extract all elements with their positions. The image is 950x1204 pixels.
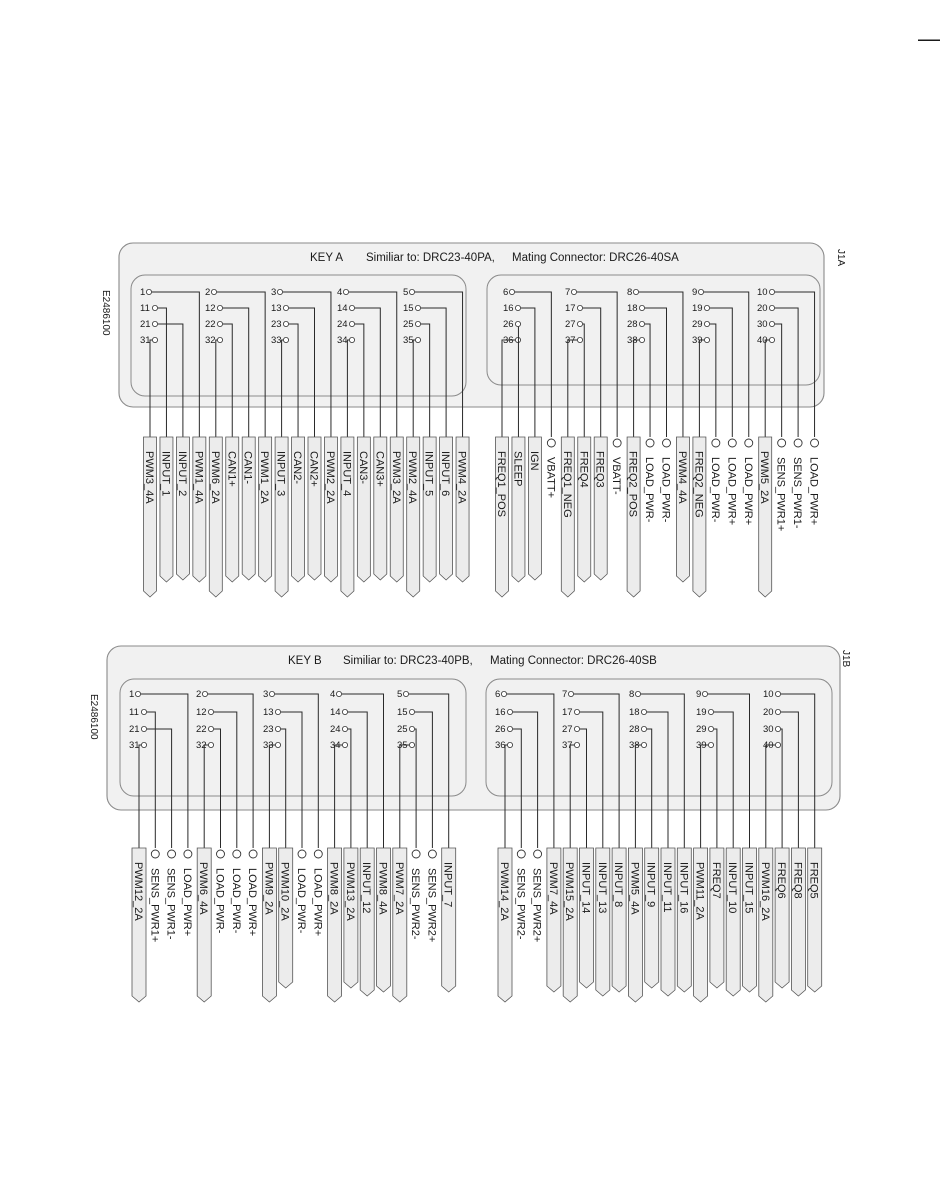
- pin-socket: [633, 289, 638, 294]
- pin-number: 31: [129, 740, 140, 752]
- pin-socket: [342, 726, 347, 731]
- pin-socket: [571, 289, 576, 294]
- pin-number: 21: [129, 724, 140, 736]
- pin-socket: [769, 321, 774, 326]
- pin-socket: [342, 709, 347, 714]
- pin-socket: [574, 709, 579, 714]
- pin-number: 19: [692, 303, 703, 315]
- signal-label: LOAD_PWR+: [725, 457, 738, 526]
- connector-j1b: [88, 646, 851, 1002]
- signal-label: PWM2_2A: [323, 451, 336, 504]
- pin-socket: [208, 726, 213, 731]
- signal-label: LOAD_PWR-: [295, 868, 307, 934]
- signal-label: PWM4_2A: [455, 451, 468, 504]
- pin-number: 3: [263, 689, 269, 701]
- pin-socket: [704, 321, 709, 326]
- pin-number: 4: [330, 689, 336, 701]
- pin-socket: [568, 691, 573, 696]
- signal-label: PWM1_2A: [258, 451, 271, 504]
- pin-socket: [769, 289, 774, 294]
- pin-socket: [343, 289, 348, 294]
- pin-number: 13: [263, 707, 274, 719]
- pin-number: 3: [271, 287, 277, 299]
- pin-socket: [283, 337, 288, 342]
- pin-number: 10: [757, 287, 768, 299]
- pin-socket: [152, 337, 157, 342]
- wire-terminal: [534, 850, 542, 858]
- signal-label: SENS_PWR1+: [148, 868, 161, 943]
- pin-number: 20: [763, 707, 774, 719]
- signal-label: PWM4_4A: [675, 451, 688, 504]
- pin-socket: [135, 691, 140, 696]
- wire-terminal: [728, 439, 736, 447]
- pin-socket: [208, 742, 213, 747]
- signal-label: CAN1-: [241, 451, 254, 485]
- wire-terminal: [811, 439, 819, 447]
- signal-label: SENS_PWR2-: [514, 868, 527, 940]
- pin-number: 36: [503, 335, 514, 347]
- pin-socket: [577, 321, 582, 326]
- pin-number: 9: [696, 689, 702, 701]
- signal-label: PWM13_2A: [343, 862, 356, 921]
- signal-label: PWM14_2A: [498, 862, 510, 921]
- pin-number: 39: [696, 740, 707, 752]
- pin-number: 34: [337, 335, 348, 347]
- pin-number: 28: [629, 724, 640, 736]
- part-number: E2486100: [100, 290, 111, 336]
- pin-number: 22: [205, 319, 216, 331]
- pin-number: 40: [763, 740, 774, 752]
- signal-label: LOAD_PWR-: [659, 457, 672, 523]
- signal-label: INPUT_6: [439, 451, 452, 497]
- pin-number: 8: [629, 689, 635, 701]
- mating-connector-label: Mating Connector: DRC26-40SB: [490, 655, 657, 667]
- signal-label: VBATT+: [544, 457, 557, 499]
- signal-label: LOAD_PWR-: [708, 457, 721, 523]
- wire-terminal: [547, 439, 555, 447]
- connector-key-label: KEY B: [288, 655, 322, 667]
- signal-label: FREQ8: [791, 862, 804, 899]
- wire-terminal: [794, 439, 802, 447]
- wire-terminal: [217, 850, 225, 858]
- signal-label: PWM7_4A: [546, 862, 559, 915]
- signal-label: FREQ2_POS: [626, 451, 639, 518]
- connectors: [88, 243, 851, 1002]
- wire-terminal: [778, 439, 786, 447]
- signal-label: SLEEP: [511, 451, 524, 487]
- pin-socket: [152, 321, 157, 326]
- pin-number: 26: [503, 319, 514, 331]
- pin-number: 9: [692, 287, 698, 299]
- signal-label: LOAD_PWR+: [807, 457, 820, 526]
- pin-number: 26: [495, 724, 506, 736]
- pin-number: 37: [565, 335, 576, 347]
- pin-number: 23: [271, 319, 282, 331]
- signal-label: SENS_PWR1-: [164, 868, 177, 940]
- similar-to-label: Similiar to: DRC23-40PA,: [366, 252, 495, 264]
- pin-socket: [409, 726, 414, 731]
- pin-number: 17: [565, 303, 576, 315]
- signal-label: SENS_PWR1-: [791, 457, 804, 529]
- pin-number: 33: [271, 335, 282, 347]
- wire-terminal: [314, 850, 322, 858]
- pin-number: 6: [503, 287, 509, 299]
- connector-key-label: KEY A: [310, 252, 344, 264]
- pin-number: 27: [562, 724, 573, 736]
- pin-socket: [277, 289, 282, 294]
- signal-label: FREQ3: [593, 451, 606, 488]
- signal-label: INPUT_4: [340, 451, 353, 497]
- pin-socket: [704, 337, 709, 342]
- pin-number: 2: [196, 689, 202, 701]
- pin-socket: [217, 321, 222, 326]
- pin-number: 29: [692, 319, 703, 331]
- signal-label: SENS_PWR1+: [774, 457, 787, 532]
- pin-number: 14: [330, 707, 341, 719]
- pin-socket: [275, 726, 280, 731]
- pin-number: 34: [330, 740, 341, 752]
- signal-label: INPUT_16: [677, 862, 690, 914]
- signal-label: PWM1_4A: [192, 451, 205, 504]
- pin-number: 2: [205, 287, 211, 299]
- connector-j1a: [100, 243, 846, 597]
- signal-label: PWM8_4A: [376, 862, 389, 915]
- signal-label: LOAD_PWR+: [246, 868, 259, 937]
- signal-label: IGN: [527, 451, 540, 471]
- pin-socket: [641, 709, 646, 714]
- pin-socket: [775, 709, 780, 714]
- pin-number: 20: [757, 303, 768, 315]
- wire-terminal: [745, 439, 753, 447]
- pin-socket: [409, 742, 414, 747]
- signal-label: PWM10_2A: [278, 862, 291, 921]
- pin-socket: [349, 321, 354, 326]
- signal-label: INPUT_1: [159, 451, 172, 497]
- signal-label: PWM3_2A: [389, 451, 402, 504]
- wire-terminal: [298, 850, 306, 858]
- pin-socket: [141, 742, 146, 747]
- signal-label: FREQ6: [775, 862, 788, 899]
- pin-number: 4: [337, 287, 343, 299]
- wire-terminal: [517, 850, 525, 858]
- pin-socket: [146, 289, 151, 294]
- pin-socket: [577, 305, 582, 310]
- pin-socket: [775, 742, 780, 747]
- signal-label: INPUT_14: [579, 862, 592, 914]
- pin-socket: [515, 305, 520, 310]
- pin-number: 35: [397, 740, 408, 752]
- pin-socket: [507, 709, 512, 714]
- wire-terminal: [712, 439, 720, 447]
- signal-label: LOAD_PWR-: [643, 457, 656, 523]
- pin-number: 36: [495, 740, 506, 752]
- pin-socket: [342, 742, 347, 747]
- signal-label: CAN2+: [307, 451, 320, 487]
- signal-label: SENS_PWR2+: [425, 868, 438, 943]
- pin-socket: [708, 742, 713, 747]
- wire-terminal: [412, 850, 420, 858]
- pin-number: 10: [763, 689, 774, 701]
- signal-label: INPUT_13: [595, 862, 608, 914]
- pin-number: 29: [696, 724, 707, 736]
- pin-number: 16: [495, 707, 506, 719]
- pin-socket: [275, 742, 280, 747]
- wire-terminal: [249, 850, 257, 858]
- pin-socket: [639, 337, 644, 342]
- pin-socket: [275, 709, 280, 714]
- pin-socket: [515, 321, 520, 326]
- signal-label: SENS_PWR2-: [409, 868, 422, 940]
- pin-number: 11: [140, 303, 150, 315]
- pin-socket: [639, 305, 644, 310]
- wire-terminal: [184, 850, 192, 858]
- pin-number: 16: [503, 303, 514, 315]
- connector-id: J1B: [840, 650, 851, 668]
- pin-number: 35: [403, 335, 414, 347]
- pin-socket: [269, 691, 274, 696]
- signal-label: PWM11_2A: [693, 862, 706, 920]
- signal-label: PWM16_2A: [758, 862, 771, 921]
- pin-socket: [574, 726, 579, 731]
- pin-number: 12: [205, 303, 216, 315]
- pin-number: 25: [403, 319, 414, 331]
- pin-socket: [574, 742, 579, 747]
- signal-label: LOAD_PWR+: [741, 457, 754, 526]
- signal-label: SENS_PWR2+: [530, 868, 543, 943]
- pin-number: 18: [629, 707, 640, 719]
- pin-socket: [769, 337, 774, 342]
- wire-terminal: [168, 850, 176, 858]
- similar-to-label: Similiar to: DRC23-40PB,: [343, 655, 473, 667]
- pin-socket: [349, 305, 354, 310]
- pin-number: 8: [627, 287, 633, 299]
- pin-socket: [577, 337, 582, 342]
- pin-number: 15: [403, 303, 414, 315]
- pin-number: 6: [495, 689, 501, 701]
- signal-label: LOAD_PWR+: [180, 868, 193, 937]
- part-number: E2486100: [88, 694, 99, 740]
- signal-label: INPUT_15: [742, 862, 755, 914]
- pin-socket: [635, 691, 640, 696]
- pin-socket: [217, 305, 222, 310]
- pin-number: 38: [627, 335, 638, 347]
- pin-socket: [507, 726, 512, 731]
- wire-terminal: [613, 439, 621, 447]
- signal-label: PWM15_2A: [563, 862, 576, 921]
- signal-label: INPUT_9: [644, 862, 657, 908]
- pin-number: 1: [129, 689, 135, 701]
- pin-number: 5: [403, 287, 409, 299]
- signal-label: FREQ4: [577, 451, 590, 488]
- pin-number: 14: [337, 303, 348, 315]
- pin-number: 28: [627, 319, 638, 331]
- signal-label: PWM12_2A: [132, 862, 144, 921]
- pin-socket: [409, 289, 414, 294]
- pin-number: 37: [562, 740, 573, 752]
- wire-terminal: [646, 439, 654, 447]
- signal-label: INPUT_10: [726, 862, 739, 914]
- pin-number: 19: [696, 707, 707, 719]
- pin-number: 33: [263, 740, 274, 752]
- pin-socket: [152, 305, 157, 310]
- signal-label: LOAD_PWR-: [213, 868, 226, 934]
- signal-label: FREQ2_NEG: [692, 451, 705, 518]
- signal-label: FREQ1_NEG: [560, 451, 573, 518]
- pin-number: 25: [397, 724, 408, 736]
- signal-label: PWM5_2A: [758, 451, 771, 504]
- pin-number: 32: [205, 335, 216, 347]
- pin-socket: [507, 742, 512, 747]
- signal-label: CAN3-: [356, 451, 369, 485]
- signal-label: PWM5_4A: [628, 862, 641, 915]
- pin-socket: [639, 321, 644, 326]
- pin-socket: [141, 726, 146, 731]
- pin-socket: [641, 742, 646, 747]
- signal-label: VBATT-: [610, 457, 623, 495]
- page-corner-mark: —: [918, 26, 940, 51]
- pin-number: 7: [562, 689, 568, 701]
- pin-number: 21: [140, 319, 151, 331]
- pin-socket: [704, 305, 709, 310]
- pin-number: 24: [337, 319, 348, 331]
- pin-socket: [698, 289, 703, 294]
- pin-socket: [217, 337, 222, 342]
- wire-terminal: [428, 850, 436, 858]
- wire-terminal: [233, 850, 241, 858]
- pin-number: 40: [757, 335, 768, 347]
- signal-label: PWM6_4A: [197, 862, 210, 915]
- pin-number: 7: [565, 287, 571, 299]
- signal-label: INPUT_5: [422, 451, 435, 497]
- pin-socket: [415, 305, 420, 310]
- signal-label: PWM8_2A: [327, 862, 340, 915]
- pin-socket: [702, 691, 707, 696]
- pin-socket: [415, 321, 420, 326]
- pin-number: 1: [140, 287, 146, 299]
- pin-socket: [775, 691, 780, 696]
- signal-label: INPUT_12: [360, 862, 373, 914]
- pin-socket: [415, 337, 420, 342]
- pin-socket: [769, 305, 774, 310]
- pin-socket: [501, 691, 506, 696]
- pin-number: 27: [565, 319, 576, 331]
- pin-socket: [283, 305, 288, 310]
- connector-id: J1A: [835, 249, 846, 267]
- pin-socket: [708, 709, 713, 714]
- pin-number: 38: [629, 740, 640, 752]
- pin-number: 30: [763, 724, 774, 736]
- signal-label: INPUT_7: [441, 862, 454, 908]
- signal-label: PWM7_2A: [392, 862, 405, 915]
- pin-number: 24: [330, 724, 341, 736]
- pin-number: 22: [196, 724, 207, 736]
- pin-number: 18: [627, 303, 638, 315]
- signal-label: FREQ7: [709, 862, 722, 899]
- signal-label: PWM2_4A: [406, 451, 419, 504]
- pin-socket: [208, 709, 213, 714]
- pin-number: 31: [140, 335, 151, 347]
- pin-number: 23: [263, 724, 274, 736]
- signal-label: CAN1+: [225, 451, 238, 487]
- signal-label: INPUT_11: [661, 862, 673, 913]
- pin-number: 32: [196, 740, 207, 752]
- signal-label: LOAD_PWR+: [311, 868, 324, 937]
- pin-number: 11: [129, 707, 139, 719]
- mating-connector-label: Mating Connector: DRC26-40SA: [512, 252, 679, 264]
- pin-socket: [211, 289, 216, 294]
- pin-socket: [403, 691, 408, 696]
- pin-socket: [349, 337, 354, 342]
- pin-socket: [283, 321, 288, 326]
- pin-socket: [708, 726, 713, 731]
- pin-socket: [409, 709, 414, 714]
- signal-label: CAN3+: [373, 451, 386, 487]
- signal-label: INPUT_2: [175, 451, 188, 497]
- signal-label: INPUT_3: [274, 451, 287, 497]
- pin-socket: [775, 726, 780, 731]
- signal-label: FREQ1_POS: [495, 451, 507, 518]
- signal-label: PWM6_2A: [208, 451, 221, 504]
- pin-number: 30: [757, 319, 768, 331]
- wire-terminal: [663, 439, 671, 447]
- pin-number: 15: [397, 707, 408, 719]
- signal-label: PWM9_2A: [262, 862, 275, 915]
- pin-socket: [336, 691, 341, 696]
- signal-label: FREQ5: [807, 862, 820, 899]
- pin-socket: [141, 709, 146, 714]
- pin-socket: [641, 726, 646, 731]
- pin-number: 12: [196, 707, 207, 719]
- signal-label: PWM3_4A: [143, 451, 155, 504]
- pin-number: 5: [397, 689, 403, 701]
- pin-socket: [509, 289, 514, 294]
- wire-terminal: [151, 850, 159, 858]
- signal-label: INPUT_8: [612, 862, 625, 908]
- pin-number: 39: [692, 335, 703, 347]
- pin-number: 17: [562, 707, 573, 719]
- pin-socket: [202, 691, 207, 696]
- signal-label: CAN2-: [291, 451, 304, 485]
- pin-number: 13: [271, 303, 282, 315]
- signal-label: LOAD_PWR-: [229, 868, 242, 934]
